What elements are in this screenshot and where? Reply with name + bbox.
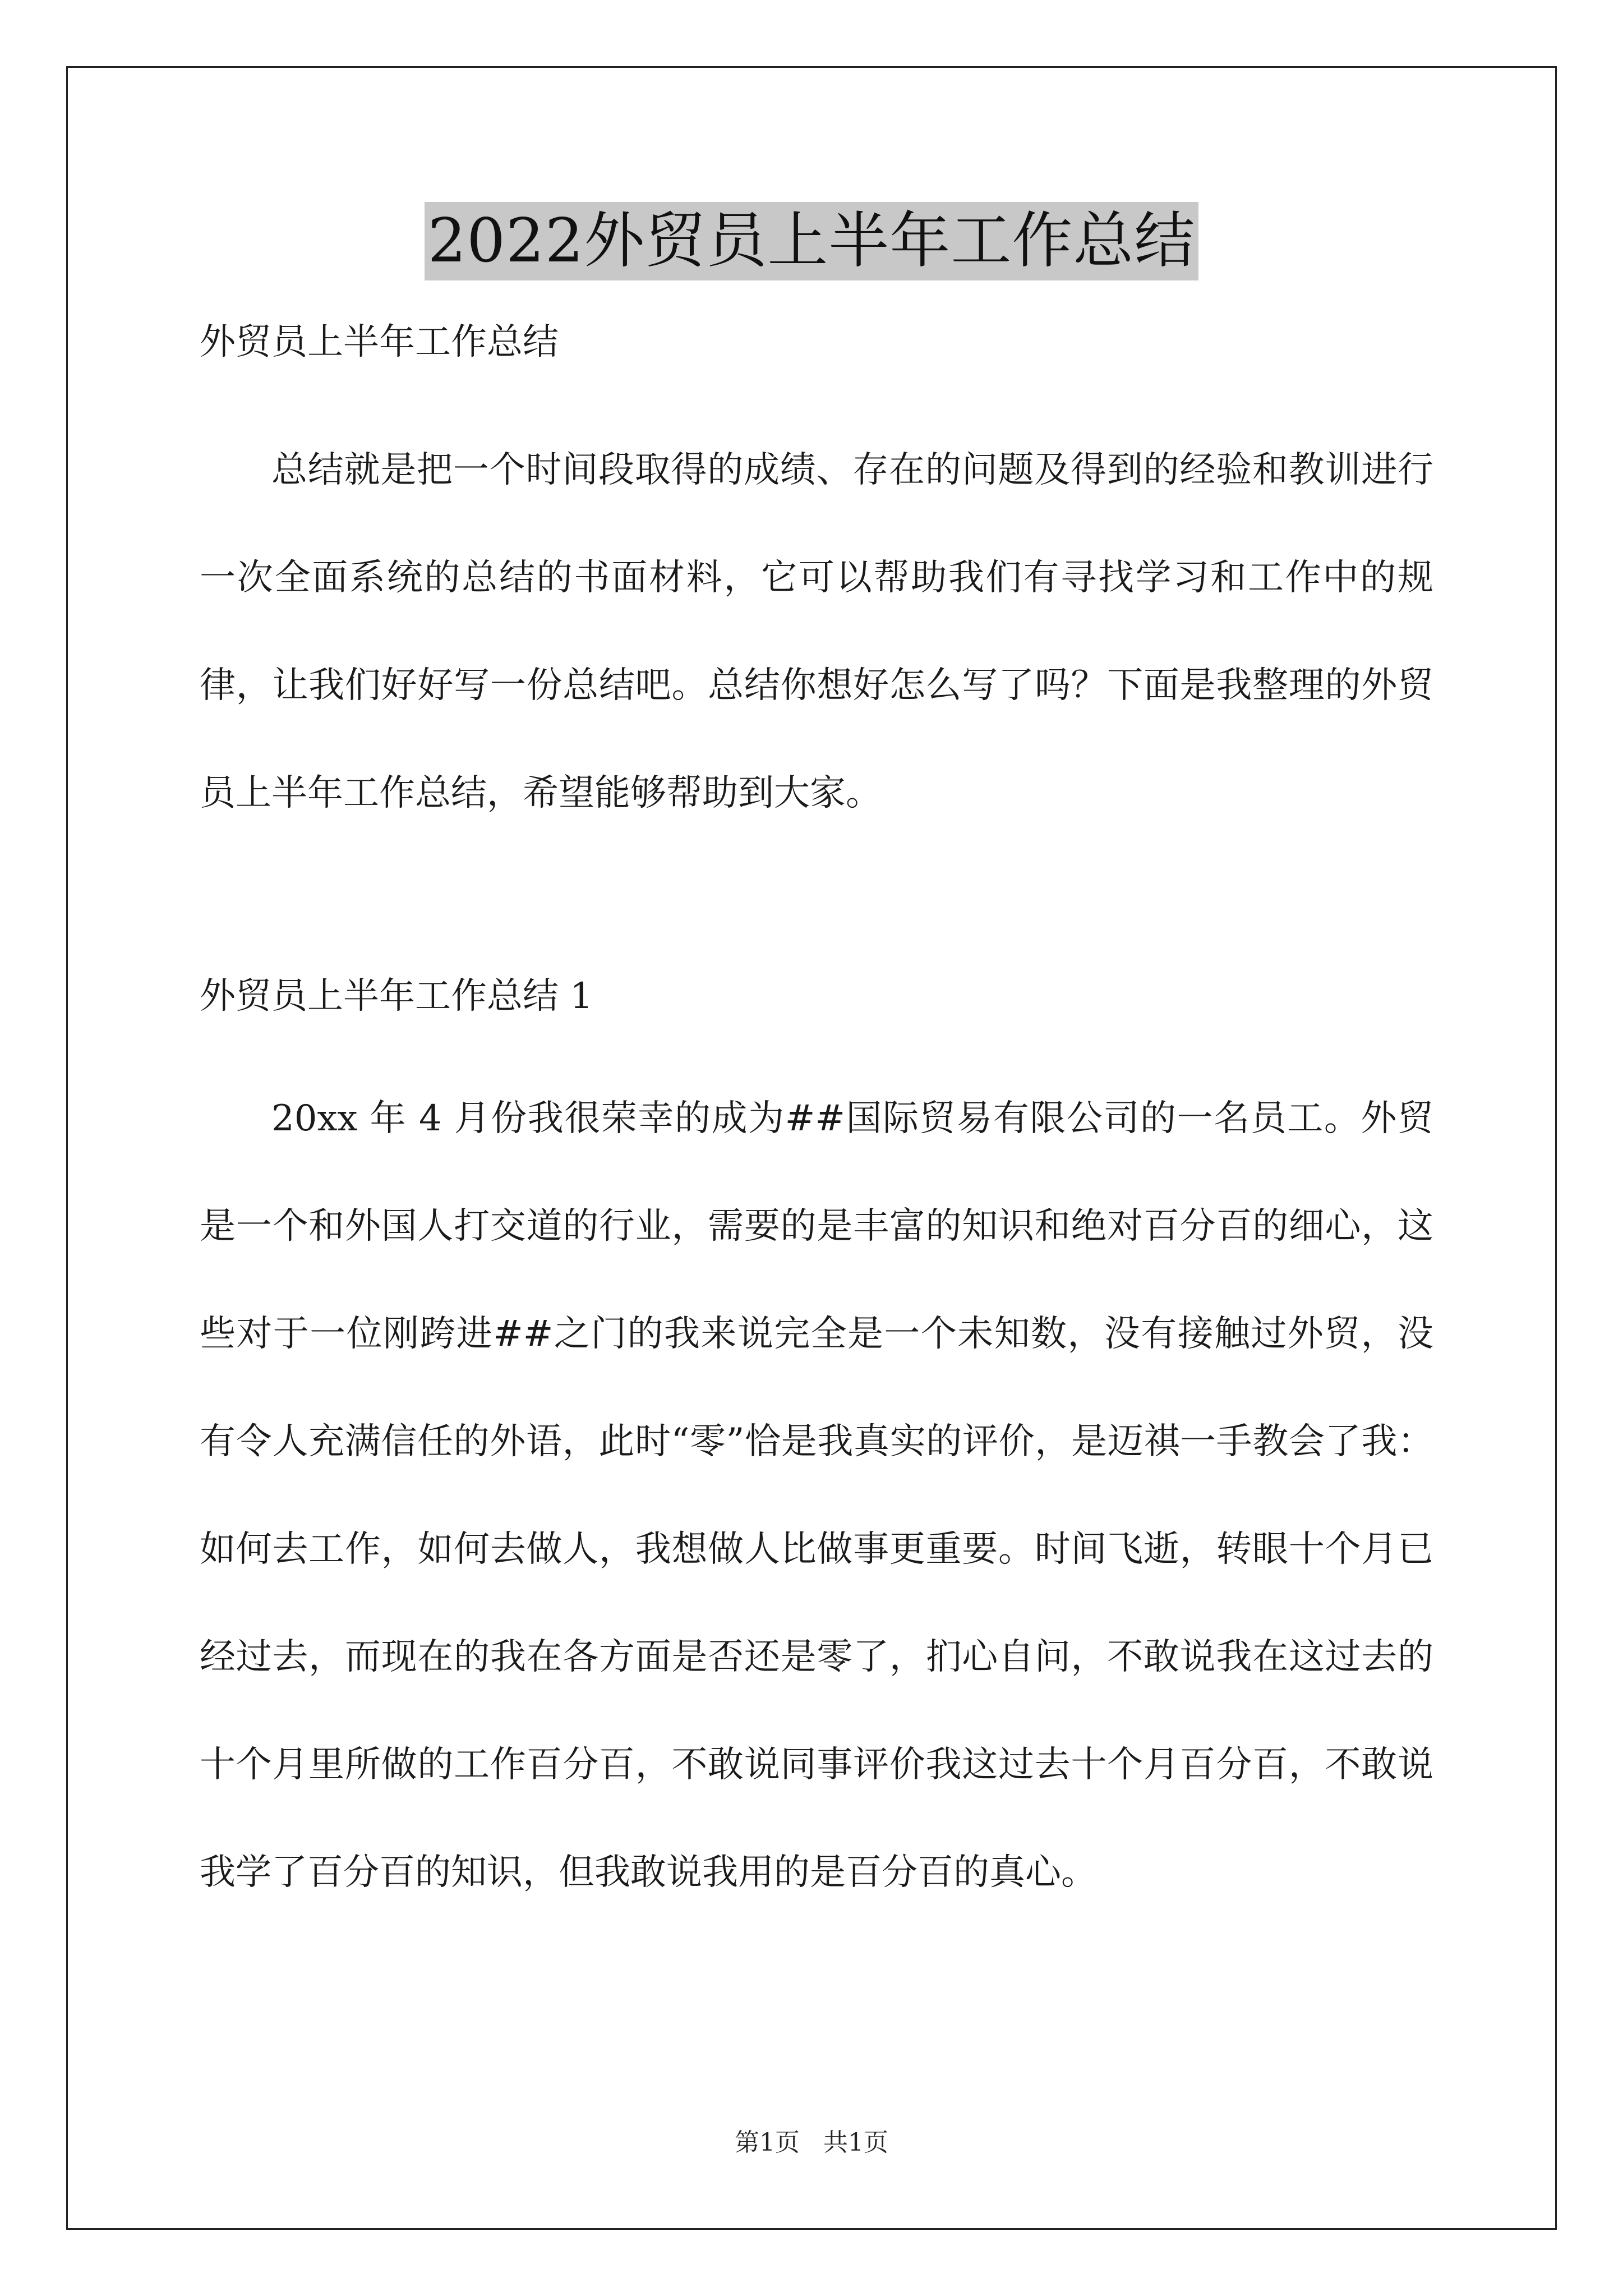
page-number-total: 共1页 [823,2128,888,2157]
page-footer [0,2126,1623,2160]
page-number-current: 第1页 [735,2128,800,2157]
document-title: 2022外贸员上半年工作总结 [425,202,1199,280]
document-body [200,314,1433,1926]
section-heading-intro: 外贸员上半年工作总结 [200,321,559,363]
title-container [0,202,1623,280]
section-heading-1: 外贸员上半年工作总结 1 [200,976,593,1017]
section-paragraph-1: 20xx 年 4 月份我很荣幸的成为##国际贸易有限公司的一名员工。外贸是一个和外国人打交道的行业，需要的是丰富的知识和绝对百分百的细心，这些对于一位刚跨进##之门的我来说完全是一个未知数，没有接触过外贸，没有令人充满信任的外语，此时“零”恰是我真实的评价，是迈祺一手教会了我：如何去工作，如何去做人，我想做人比做事更重要。时间飞逝，转眼十个月已经过去，而现在的我在各方面是否还是零了，扪心自问，不敢说我在这过去的十个月里所做的工作百分百，不敢说同事评价我这过去十个月百分百，不敢说我学了百分百的知识，但我敢说我用的是百分百的真心。 [200,1098,1433,1893]
section-paragraph-intro: 总结就是把一个时间段取得的成绩、存在的问题及得到的经验和教训进行一次全面系统的总结的书面材料，它可以帮助我们有寻找学习和工作中的规律，让我们好好写一份总结吧。总结你想好怎么写了吗？下面是我整理的外贸员上半年工作总结，希望能够帮助到大家。 [200,449,1433,814]
